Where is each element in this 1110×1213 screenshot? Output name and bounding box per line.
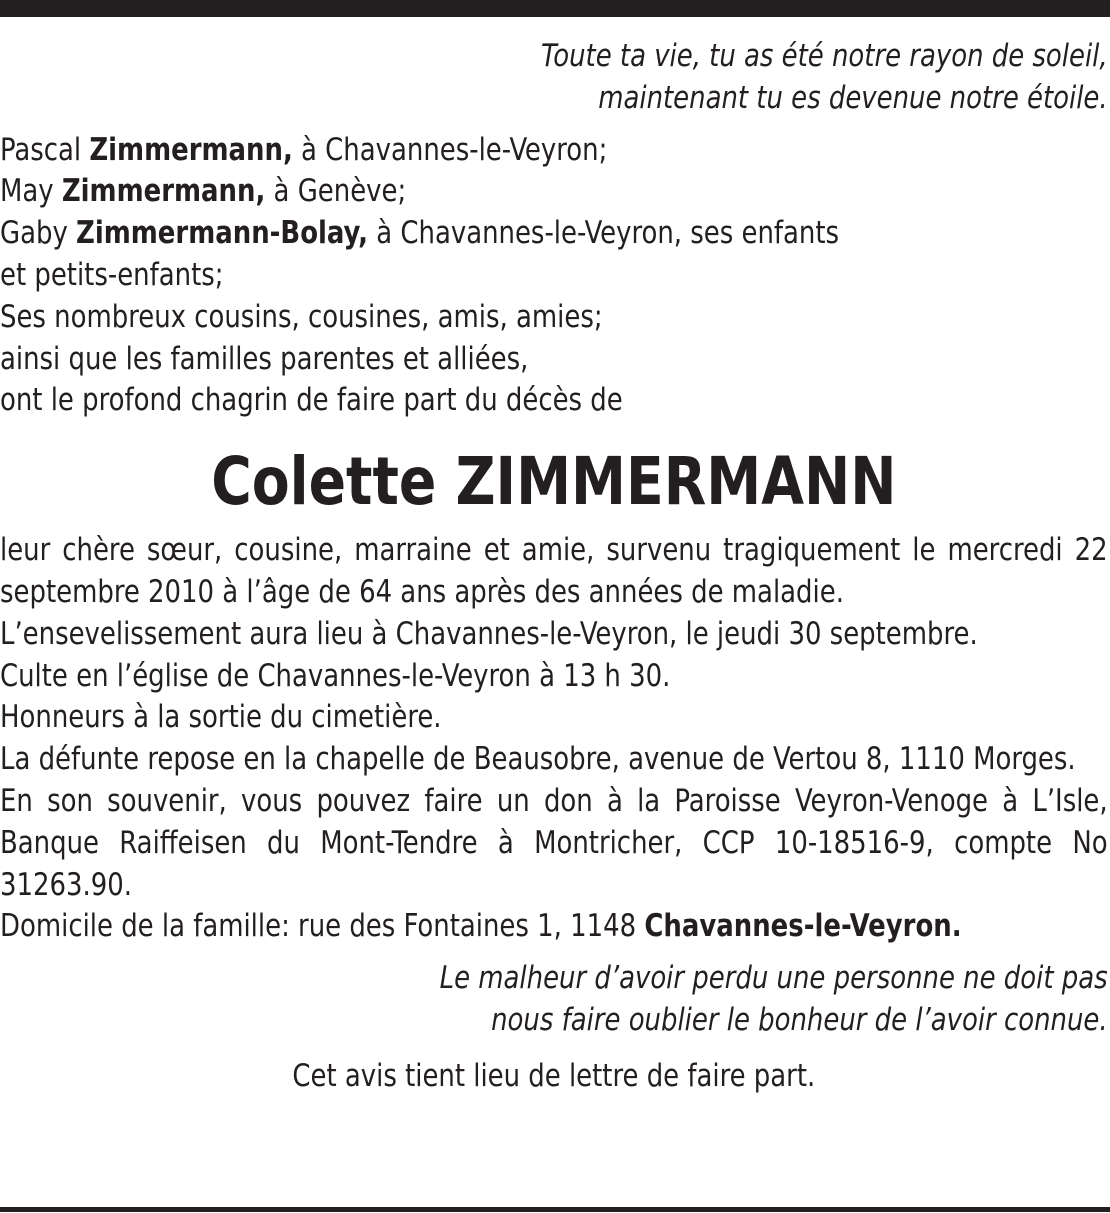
body-paragraph-burial: L’ensevelissement aura lieu à Chavannes-le-Veyron, le jeudi 30 septembre. [0,615,978,652]
deceased-name: Colette ZIMMERMANN [211,443,897,521]
family-line-cousins: Ses nombreux cousins, cousines, amis, amies; [0,298,603,335]
family-line-pascal [0,130,1108,172]
body-paragraph-donation: En son souvenir, vous pouvez faire un don à la Paroisse Veyron-Venoge à L’Isle, Banque Raiffeisen du Mont-Tendre à Montricher, CCP 10-18516-9, compte No 31263.90. [0,782,1108,903]
family-line-gaby-name: Zimmermann-Bolay, [76,215,369,252]
family-line-pascal-name: Zimmermann, [89,131,293,168]
body-paragraph-relationship: leur chère sœur, cousine, marraine et amie, survenu tragiquement le mercredi 22 septembre 2010 à l’âge de 64 ans après des années de maladie. [0,532,1108,610]
family-line-pascal-pre: Pascal [0,131,90,168]
family-line-gaby-post: à Chavannes-le-Veyron, ses enfants [368,215,840,252]
family-line-gaby [0,213,1108,255]
family-line-may-post: à Genève; [265,173,407,210]
obituary-notice [0,36,1108,1098]
epigraph-bottom-line-1: Le malheur d’avoir perdu une personne ne doit pas [439,960,1108,997]
notice-body [0,530,1108,948]
family-line-grandchildren: et petits-enfants; [0,256,224,293]
epigraph-top-line-1: Toute ta vie, tu as été notre rayon de soleil, [540,38,1108,74]
family-line-pascal-post: à Chavannes-le-Veyron; [292,131,608,168]
spacer [0,120,1108,130]
family-line-families: ainsi que les familles parentes et alliées, [0,340,529,377]
address-town: Chavannes-le-Veyron. [644,908,962,945]
family-line-may-pre: May [0,173,62,210]
body-paragraph-address [0,906,1108,948]
bottom-black-rule [0,1207,1110,1212]
body-paragraph-service: Culte en l’église de Chavannes-le-Veyron à 13 h 30. [0,657,671,694]
family-line-may-name: Zimmermann, [61,173,266,210]
epigraph-top [0,36,1108,120]
body-paragraph-honours: Honneurs à la sortie du cimetière. [0,699,442,736]
family-list [0,130,1108,423]
epigraph-top-line-2: maintenant tu es devenue notre étoile. [598,79,1108,116]
epigraph-bottom-line-2: nous faire oublier le bonheur de l’avoir connue. [491,1001,1108,1038]
closing-note: Cet avis tient lieu de lettre de faire part. [292,1057,816,1094]
top-black-bar [0,0,1110,17]
address-text: Domicile de la famille: rue des Fontaines 1, 1148 [0,908,645,945]
family-line-may [0,171,1108,213]
epigraph-bottom [0,958,1108,1042]
family-line-announcement: ont le profond chagrin de faire part du décès de [0,382,623,419]
family-line-gaby-pre: Gaby [0,215,77,252]
body-paragraph-chapel: La défunte repose en la chapelle de Beausobre, avenue de Vertou 8, 1110 Morges. [0,741,1076,778]
